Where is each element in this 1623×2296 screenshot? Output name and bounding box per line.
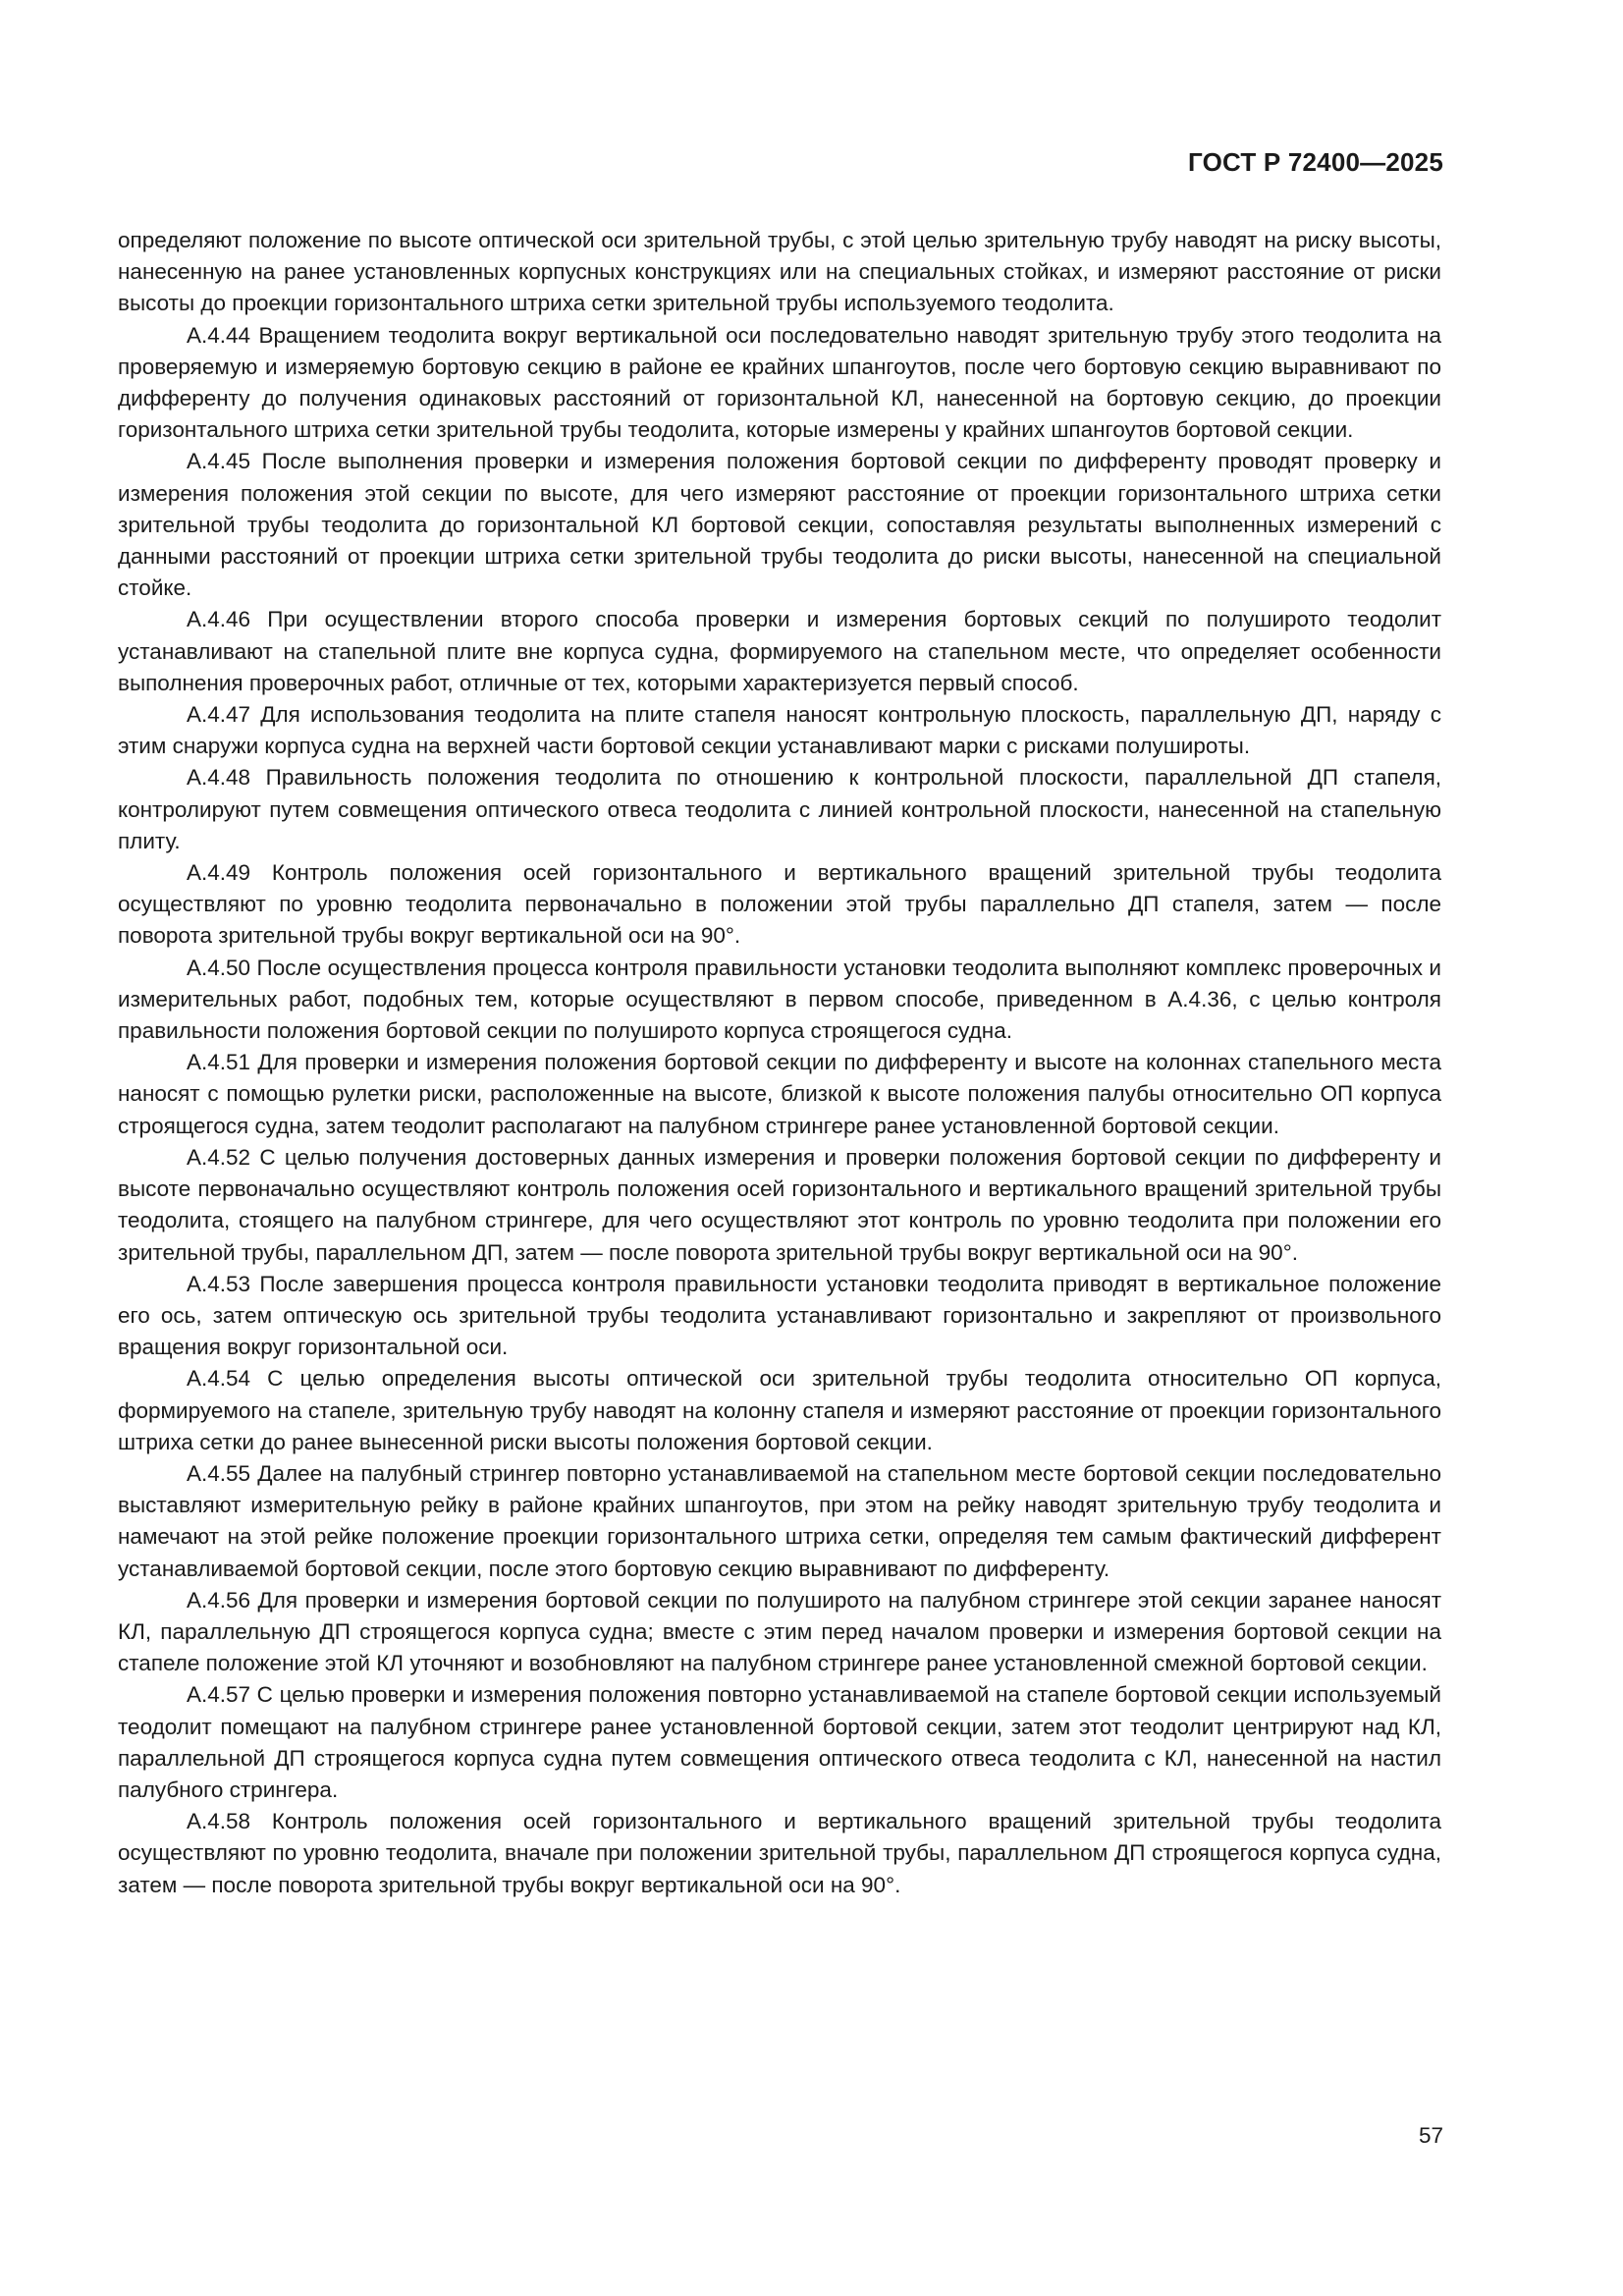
paragraph-a-4-45: А.4.45 После выполнения проверки и измерения положения бортовой секции по дифференту проводят проверку и измерения положения этой секции по высоте, для чего измеряют расстояние от проекции горизонтального штриха сетки зрительной трубы теодолита до горизонтальной КЛ бортовой секции, сопоставляя результаты выполненных измерений с данными расстояний от проекции штриха сетки зрительной трубы теодолита до риски высоты, нанесенной на специальной стойке.	[118, 449, 1441, 601]
page-number: 57	[1418, 2123, 1443, 2148]
paragraph-a-4-51: А.4.51 Для проверки и измерения положения бортовой секции по дифференту и высоте на колоннах стапельного места наносят с помощью рулетки риски, расположенные на высоте, близкой к высоте положения палубы относительно ОП корпуса строящегося судна, затем теодолит располагают на палубном стрингере ранее установленной бортовой секции.	[118, 1050, 1441, 1138]
paragraph-a-4-49: А.4.49 Контроль положения осей горизонтального и вертикального вращений зрительной трубы теодолита осуществляют по уровню теодолита первоначально в положении этой трубы параллельно ДП стапеля, затем — после поворота зрительной трубы вокруг вертикальной оси на 90°.	[118, 860, 1441, 949]
paragraph-a-4-46: А.4.46 При осуществлении второго способа проверки и измерения бортовых секций по полуширото теодолит устанавливают на стапельной плите вне корпуса судна, формируемого на стапельном месте, что определяет особенности выполнения проверочных работ, отличные от тех, которыми характеризуется первый способ.	[118, 607, 1441, 695]
paragraph-a-4-50: А.4.50 После осуществления процесса контроля правильности установки теодолита выполняют комплекс проверочных и измерительных работ, подобных тем, которые осуществляют в первом способе, приведенном в А.4.36, с целью контроля правильности положения бортовой секции по полуширото корпуса строящегося судна.	[118, 955, 1441, 1044]
document-code-header: ГОСТ Р 72400—2025	[1188, 147, 1443, 177]
paragraph-a-4-53: А.4.53 После завершения процесса контроля правильности установки теодолита приводят в вертикальное положение его ось, затем оптическую ось зрительной трубы теодолита устанавливают горизонтально и закрепляют от произвольного вращения вокруг горизонтальной оси.	[118, 1271, 1441, 1360]
paragraph-a-4-47: А.4.47 Для использования теодолита на плите стапеля наносят контрольную плоскость, параллельную ДП, наряду с этим снаружи корпуса судна на верхней части бортовой секции устанавливают марки с рисками полуширoты.	[118, 702, 1441, 759]
paragraph-a-4-52: А.4.52 С целью получения достоверных данных измерения и проверки положения бортовой секции по дифференту и высоте первоначально осуществляют контроль положения осей горизонтального и вертикального вращений зрительной трубы теодолита, стоящего на палубном стрингере, для чего осуществляют этот контроль по уровню теодолита при положении его зрительной трубы, параллельном ДП, затем — после поворота зрительной трубы вокруг вертикальной оси на 90°.	[118, 1144, 1441, 1265]
paragraph-a-4-57: А.4.57 С целью проверки и измерения положения повторно устанавливаемой на стапеле бортовой секции используемый теодолит помещают на палубном стрингере ранее установленной бортовой секции, затем этот теодолит центрируют над КЛ, параллельной ДП строящегося корпуса судна путем совмещения оптического отвеса теодолита с КЛ, нанесенной на настил палубного стрингера.	[118, 1682, 1441, 1802]
paragraph-a-4-58: А.4.58 Контроль положения осей горизонтального и вертикального вращений зрительной трубы теодолита осуществляют по уровню теодолита, вначале при положении зрительной трубы, параллельном ДП строящегося корпуса судна, затем — после поворота зрительной трубы вокруг вертикальной оси на 90°.	[118, 1809, 1441, 1897]
paragraph-a-4-54: А.4.54 С целью определения высоты оптической оси зрительной трубы теодолита относительно ОП корпуса, формируемого на стапеле, зрительную трубу наводят на колонну стапеля и измеряют расстояние от проекции горизонтального штриха сетки до ранее вынесенной риски высоты положения бортовой секции.	[118, 1366, 1441, 1454]
paragraph-a-4-56: А.4.56 Для проверки и измерения бортовой секции по полуширото на палубном стрингере этой секции заранее наносят КЛ, параллельную ДП строящегося корпуса судна; вместе с этим перед началом проверки и измерения бортовой секции на стапеле положение этой КЛ уточняют и возобновляют на палубном стрингере ранее установленной смежной бортовой секции.	[118, 1587, 1441, 1676]
paragraph-a-4-55: А.4.55 Далее на палубный стрингер повторно устанавливаемой на стапельном месте бортовой секции последовательно выставляют измерительную рейку в районе крайних шпангоутов, при этом на рейку наводят зрительную трубу теодолита и намечают на этой рейке положение проекции горизонтального штриха сетки, определяя тем самым фактический дифферент устанавливаемой бортовой секции, после этого бортовую секцию выравнивают по дифференту.	[118, 1460, 1441, 1581]
document-body	[118, 225, 1441, 1901]
paragraph-a-4-44: А.4.44 Вращением теодолита вокруг вертикальной оси последовательно наводят зрительную трубу этого теодолита на проверяемую и измеряемую бортовую секцию в районе ее крайних шпангоутов, после чего бортовую секцию выравнивают по дифференту до получения одинаковых расстояний от горизонтальной КЛ, нанесенной на бортовую секцию, до проекции горизонтального штриха сетки зрительной трубы теодолита, которые измерены у крайних шпангоутов бортовой секции.	[118, 322, 1441, 443]
paragraph-continuation: определяют положение по высоте оптической оси зрительной трубы, с этой целью зрительную трубу наводят на риску высоты, нанесенную на ранее установленных корпусных конструкциях или на специальных стойках, и измеряют расстояние от риски высоты до проекции горизонтального штриха сетки зрительной трубы используемого теодолита.	[118, 228, 1441, 316]
paragraph-a-4-48: А.4.48 Правильность положения теодолита по отношению к контрольной плоскости, параллельной ДП стапеля, контролируют путем совмещения оптического отвеса теодолита с линией контрольной плоскости, нанесенной на стапельную плиту.	[118, 765, 1441, 853]
